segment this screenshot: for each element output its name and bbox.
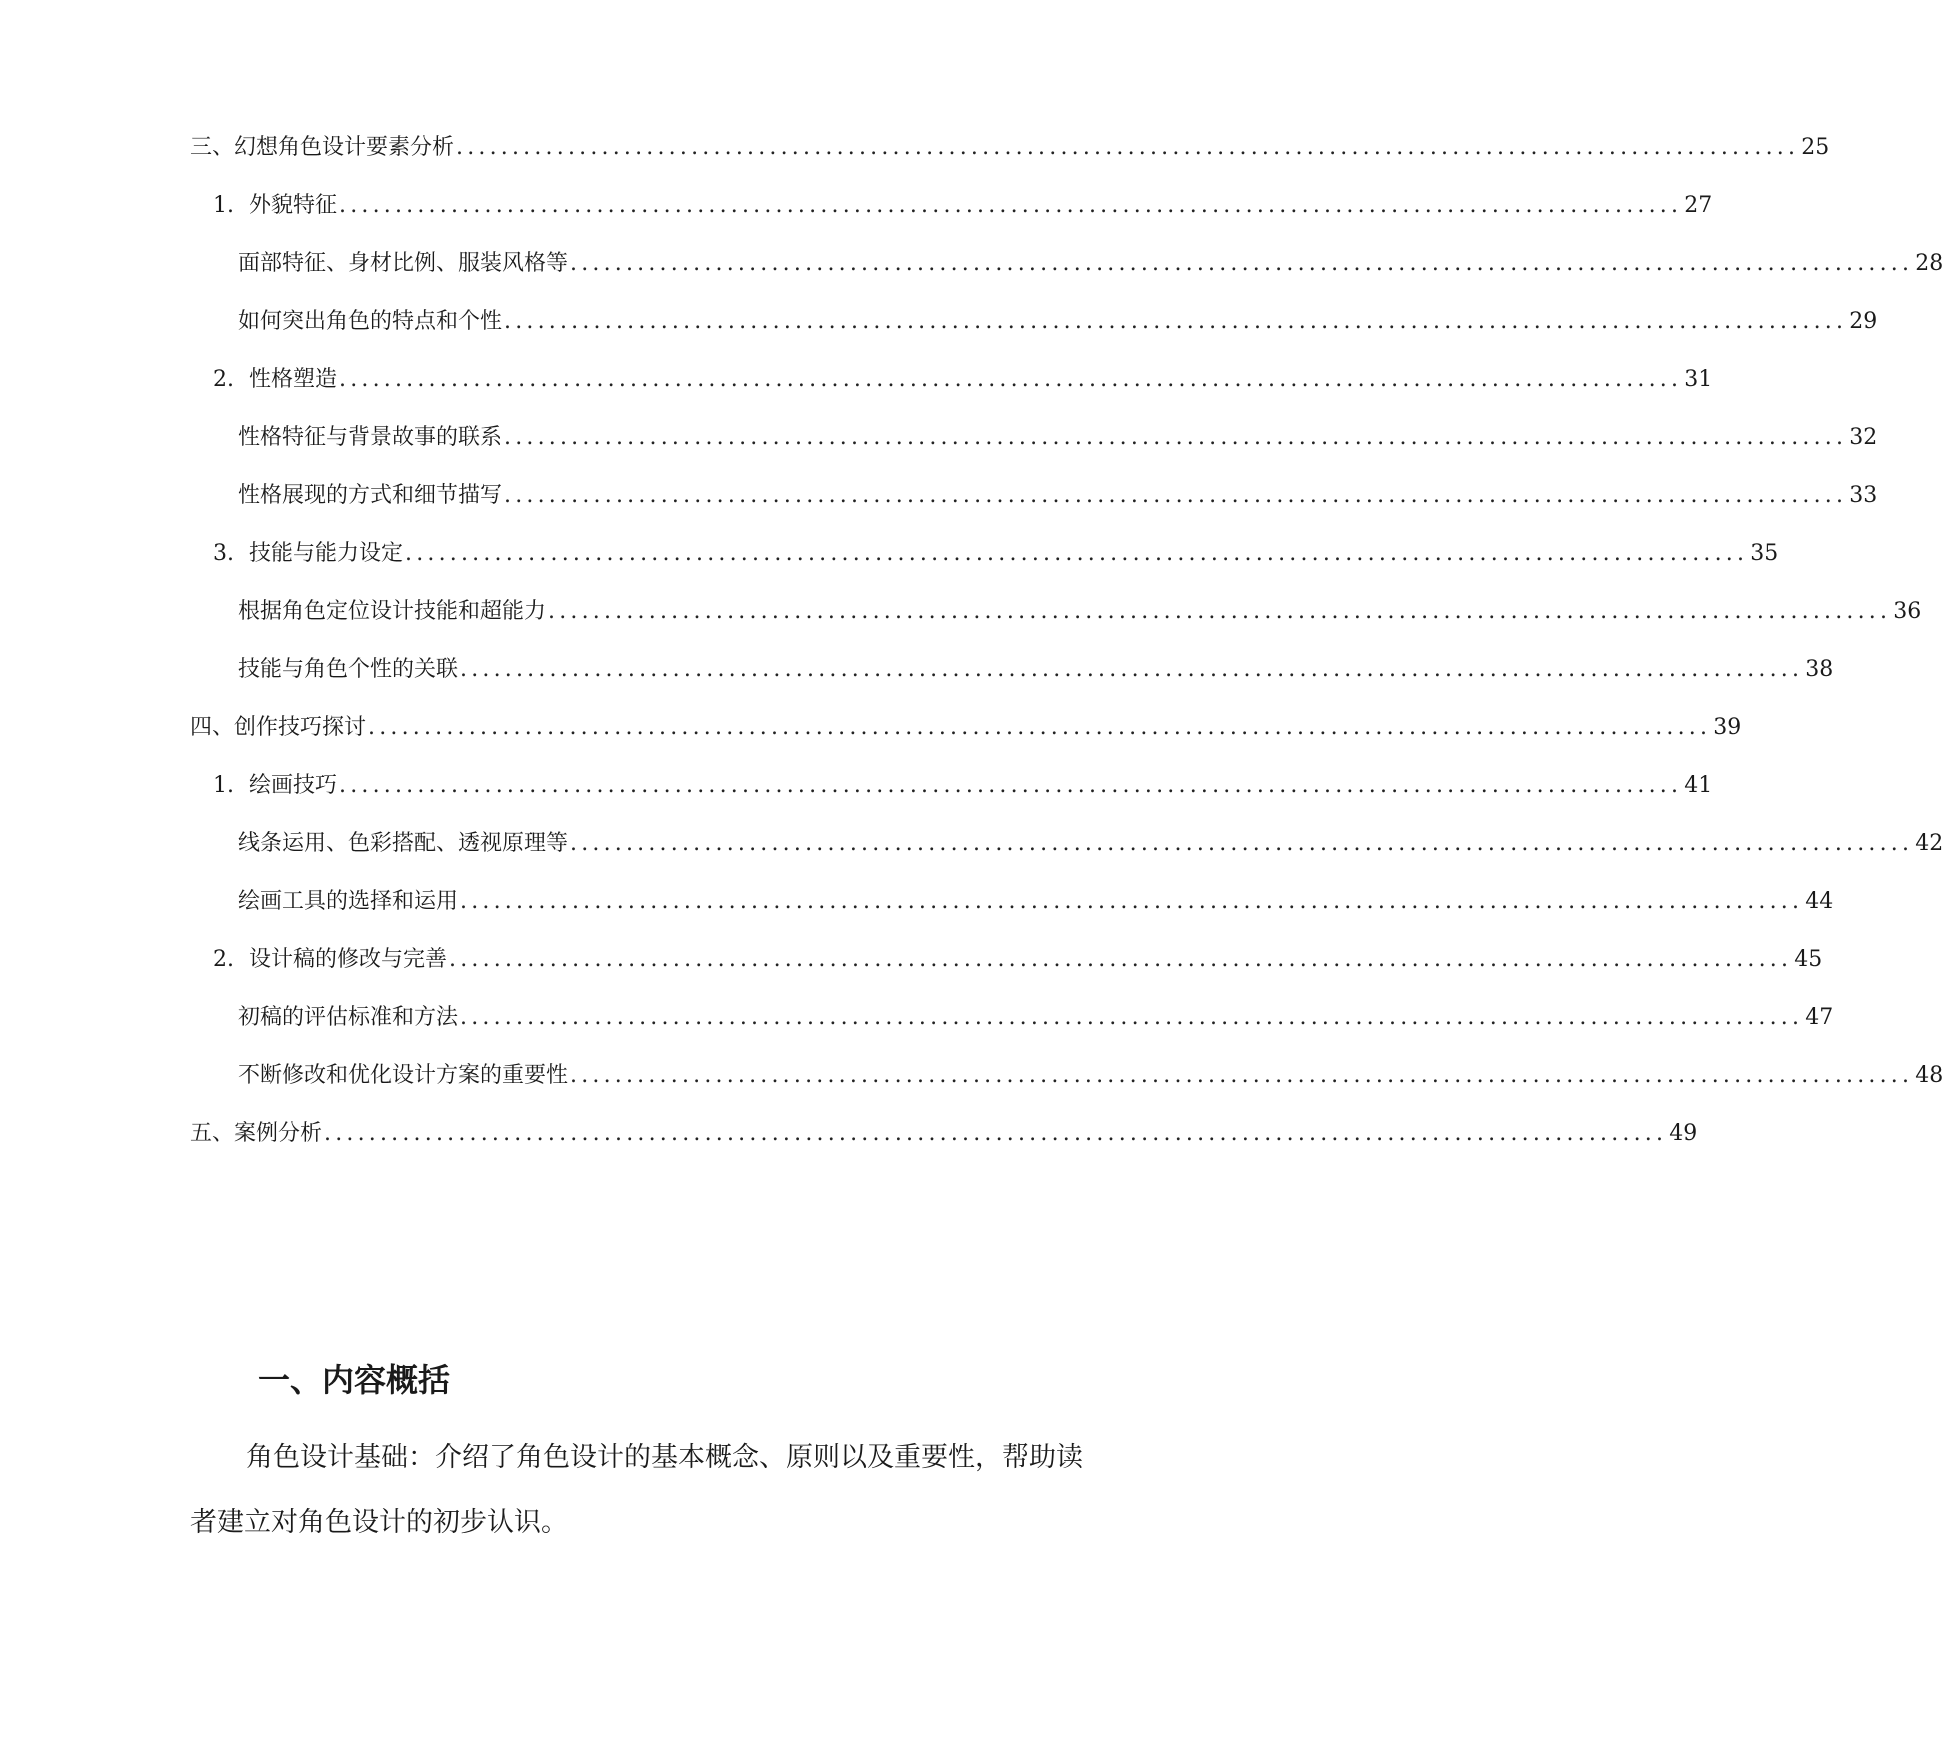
toc-entry-title: 设计稿的修改与完善 — [249, 947, 448, 972]
toc-entry[interactable] — [213, 534, 1779, 574]
toc-entry-page-number: 35 — [1750, 541, 1779, 566]
toc-entry-page-number: 49 — [1669, 1121, 1698, 1146]
toc-entry[interactable] — [238, 882, 1834, 922]
toc-entry[interactable] — [238, 476, 1878, 516]
toc-entry[interactable] — [238, 650, 1834, 690]
toc-entry-number: 3. — [213, 541, 234, 566]
toc-entry-title: 根据角色定位设计技能和超能力 — [238, 599, 547, 624]
toc-entry[interactable] — [213, 360, 1713, 400]
toc-entry-number: 1. — [213, 193, 234, 218]
toc-entry-page-number: 38 — [1805, 657, 1834, 682]
toc-entry-page-number: 41 — [1684, 773, 1713, 798]
toc-entry[interactable] — [238, 244, 1943, 284]
toc-dot-leader: ........................................................................................................................ — [405, 541, 1749, 566]
toc-entry-title: 性格特征与背景故事的联系 — [238, 425, 503, 450]
toc-dot-leader: ........................................................................................................................ — [504, 425, 1848, 450]
toc-dot-leader: ........................................................................................................................ — [339, 193, 1683, 218]
toc-dot-leader: ........................................................................................................................ — [456, 135, 1800, 160]
toc-entry[interactable] — [238, 1056, 1943, 1096]
toc-entry[interactable] — [238, 998, 1834, 1038]
toc-entry-title: 初稿的评估标准和方法 — [238, 1005, 459, 1030]
toc-entry-page-number: 32 — [1849, 425, 1878, 450]
toc-entry[interactable] — [213, 940, 1823, 980]
toc-entry-page-number: 25 — [1801, 135, 1830, 160]
toc-entry[interactable] — [238, 418, 1878, 458]
toc-entry-title: 三、幻想角色设计要素分析 — [190, 135, 455, 160]
toc-entry-title: 如何突出角色的特点和个性 — [238, 309, 503, 334]
toc-dot-leader: ........................................................................................................................ — [570, 251, 1914, 276]
toc-entry[interactable] — [238, 302, 1878, 342]
toc-dot-leader: ........................................................................................................................ — [339, 773, 1683, 798]
section-heading: 一、内容概括 — [258, 1361, 451, 1399]
toc-entry[interactable] — [190, 128, 1830, 168]
toc-entry[interactable] — [213, 186, 1713, 226]
toc-entry-page-number: 39 — [1713, 715, 1742, 740]
toc-entry-page-number: 44 — [1805, 889, 1834, 914]
toc-entry-title: 外貌特征 — [249, 193, 338, 218]
toc-entry-title: 不断修改和优化设计方案的重要性 — [238, 1063, 569, 1088]
toc-entry-page-number: 42 — [1915, 831, 1943, 856]
toc-entry-title: 线条运用、色彩搭配、透视原理等 — [238, 831, 569, 856]
toc-dot-leader: ........................................................................................................................ — [548, 599, 1892, 624]
toc-dot-leader: ........................................................................................................................ — [570, 831, 1914, 856]
toc-entry-page-number: 27 — [1684, 193, 1713, 218]
toc-dot-leader: ........................................................................................................................ — [449, 947, 1793, 972]
toc-entry-page-number: 33 — [1849, 483, 1878, 508]
toc-entry-title: 技能与角色个性的关联 — [238, 657, 459, 682]
toc-dot-leader: ........................................................................................................................ — [460, 889, 1804, 914]
toc-entry-page-number: 31 — [1684, 367, 1713, 392]
toc-dot-leader: ........................................................................................................................ — [460, 657, 1804, 682]
toc-dot-leader: ........................................................................................................................ — [504, 483, 1848, 508]
toc-entry-page-number: 45 — [1794, 947, 1823, 972]
toc-entry-title: 面部特征、身材比例、服装风格等 — [238, 251, 569, 276]
toc-entry-page-number: 47 — [1805, 1005, 1834, 1030]
toc-entry-title: 技能与能力设定 — [249, 541, 404, 566]
toc-entry-title: 性格塑造 — [249, 367, 338, 392]
toc-entry-number: 1. — [213, 773, 234, 798]
section-paragraph: 角色设计基础：介绍了角色设计的基本概念、原则以及重要性，帮助读者建立对角色设计的初步认识。 — [190, 1442, 1083, 1538]
toc-dot-leader: ........................................................................................................................ — [324, 1121, 1668, 1146]
toc-entry[interactable] — [238, 592, 1922, 632]
toc-entry-number: 2. — [213, 367, 234, 392]
toc-entry[interactable] — [238, 824, 1943, 864]
toc-dot-leader: ........................................................................................................................ — [339, 367, 1683, 392]
toc-dot-leader: ........................................................................................................................ — [504, 309, 1848, 334]
toc-entry-page-number: 36 — [1893, 599, 1922, 624]
toc-entry-title: 绘画工具的选择和运用 — [238, 889, 459, 914]
toc-entry-title: 五、案例分析 — [190, 1121, 323, 1146]
toc-entry[interactable] — [190, 1114, 1698, 1154]
toc-entry[interactable] — [213, 766, 1713, 806]
toc-entry-title: 性格展现的方式和细节描写 — [238, 483, 503, 508]
toc-entry-page-number: 48 — [1915, 1063, 1943, 1088]
toc-dot-leader: ........................................................................................................................ — [460, 1005, 1804, 1030]
toc-dot-leader: ........................................................................................................................ — [570, 1063, 1914, 1088]
toc-entry-title: 四、创作技巧探讨 — [190, 715, 367, 740]
toc-entry-title: 绘画技巧 — [249, 773, 338, 798]
toc-entry-page-number: 29 — [1849, 309, 1878, 334]
toc-entry-number: 2. — [213, 947, 234, 972]
toc-entry-page-number: 28 — [1915, 251, 1943, 276]
toc-dot-leader: ........................................................................................................................ — [368, 715, 1712, 740]
toc-entry[interactable] — [190, 708, 1742, 748]
